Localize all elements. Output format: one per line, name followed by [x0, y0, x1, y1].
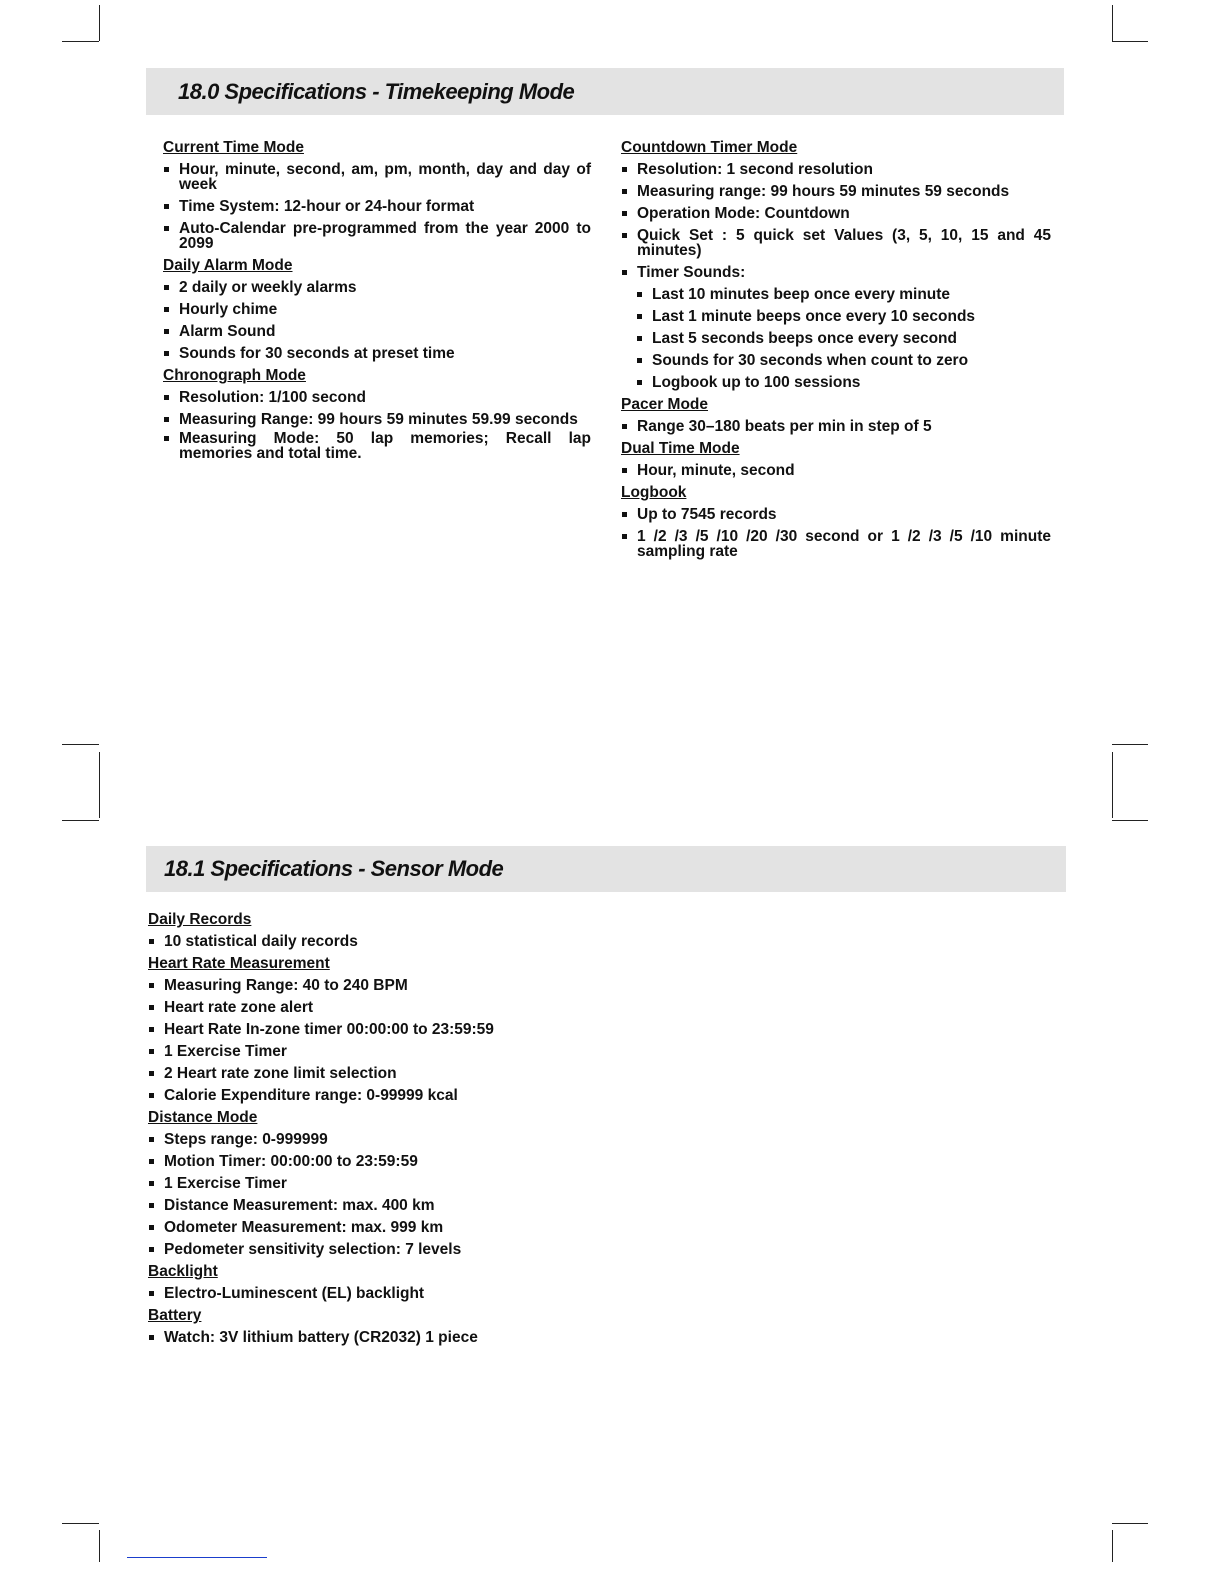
- bullet-icon: [164, 329, 169, 334]
- dual-time-list: [621, 460, 1051, 482]
- bullet-icon: [637, 314, 642, 319]
- section-title-text: 18.0 Specifications - Timekeeping Mode: [178, 78, 575, 104]
- bullet-icon: [149, 1137, 154, 1142]
- heading-current-time-mode: Current Time Mode: [163, 139, 304, 156]
- list-item: Heart Rate In-zone timer 00:00:00 to 23:59:59: [148, 1019, 748, 1041]
- section-title-text: 18.1 Specifications - Sensor Mode: [164, 856, 504, 881]
- sub-list-item: Last 1 minute beeps once every 10 seconds: [621, 306, 1051, 328]
- bullet-icon: [622, 189, 627, 194]
- bullet-icon: [637, 380, 642, 385]
- bullet-icon: [149, 1203, 154, 1208]
- logbook-list: [621, 504, 1051, 559]
- sub-list-item: Last 10 minutes beep once every minute: [621, 284, 1051, 306]
- list-item: Measuring Range: 99 hours 59 minutes 59.99 seconds: [163, 412, 591, 427]
- crop-mark: [62, 820, 99, 821]
- list-item: Measuring range: 99 hours 59 minutes 59 seconds: [621, 181, 1051, 203]
- list-item: 1 Exercise Timer: [148, 1041, 748, 1063]
- bullet-icon: [164, 351, 169, 356]
- heading-battery: Battery: [148, 1307, 202, 1324]
- list-item: Range 30–180 beats per min in step of 5: [621, 416, 1051, 438]
- heading-pacer-mode: Pacer Mode: [621, 396, 709, 413]
- timekeeping-left-column: [163, 137, 591, 465]
- crop-mark: [99, 5, 100, 41]
- bullet-icon: [164, 395, 169, 400]
- bullet-icon: [149, 1049, 154, 1054]
- bullet-icon: [637, 358, 642, 363]
- bullet-icon: [164, 436, 169, 441]
- list-item: Hour, minute, second, am, pm, month, day and day of week: [163, 162, 591, 192]
- countdown-list: [621, 159, 1051, 394]
- heart-rate-list: [148, 975, 748, 1107]
- list-item: 1 /2 /3 /5 /10 /20 /30 second or 1 /2 /3 /5 /10 minute sampling rate: [621, 529, 1051, 559]
- bullet-icon: [164, 307, 169, 312]
- bullet-icon: [622, 468, 627, 473]
- bullet-icon: [164, 226, 169, 231]
- bullet-icon: [149, 1181, 154, 1186]
- heading-heart-rate-measurement: Heart Rate Measurement: [148, 955, 330, 972]
- bullet-icon: [622, 211, 627, 216]
- section-title-timekeeping: [146, 68, 1064, 115]
- list-item: Heart rate zone alert: [148, 997, 748, 1019]
- sensor-column: [148, 909, 748, 1349]
- heading-daily-records: Daily Records: [148, 911, 252, 928]
- list-item: 2 Heart rate zone limit selection: [148, 1063, 748, 1085]
- crop-mark: [62, 744, 99, 745]
- bullet-icon: [622, 270, 627, 275]
- bullet-icon: [637, 336, 642, 341]
- bullet-icon: [149, 1247, 154, 1252]
- list-item: Time System: 12-hour or 24-hour format: [163, 196, 591, 218]
- heading-backlight: Backlight: [148, 1263, 218, 1280]
- heading-countdown-timer-mode: Countdown Timer Mode: [621, 139, 798, 156]
- backlight-list: [148, 1283, 748, 1305]
- current-time-list: [163, 162, 591, 251]
- bullet-icon: [164, 167, 169, 172]
- crop-mark: [1112, 5, 1113, 41]
- bullet-icon: [622, 424, 627, 429]
- bullet-icon: [149, 1291, 154, 1296]
- bullet-icon: [149, 1027, 154, 1032]
- bullet-icon: [164, 204, 169, 209]
- crop-mark: [99, 752, 100, 818]
- footer-link-underline: [127, 1557, 267, 1558]
- bullet-icon: [149, 1093, 154, 1098]
- heading-chronograph-mode: Chronograph Mode: [163, 367, 306, 384]
- list-item: Watch: 3V lithium battery (CR2032) 1 piece: [148, 1327, 748, 1349]
- distance-list: [148, 1129, 748, 1261]
- list-item: 1 Exercise Timer: [148, 1173, 748, 1195]
- list-item: 2 daily or weekly alarms: [163, 277, 591, 299]
- list-item: Pedometer sensitivity selection: 7 levels: [148, 1239, 748, 1261]
- bullet-icon: [622, 512, 627, 517]
- crop-mark: [1112, 744, 1148, 745]
- crop-mark: [1112, 41, 1148, 42]
- crop-mark: [62, 41, 99, 42]
- bullet-icon: [149, 1159, 154, 1164]
- bullet-icon: [149, 939, 154, 944]
- battery-list: [148, 1327, 748, 1349]
- list-item: Quick Set : 5 quick set Values (3, 5, 10, 15 and 45 minutes): [621, 228, 1051, 258]
- list-item: Steps range: 0-999999: [148, 1129, 748, 1151]
- pacer-list: [621, 416, 1051, 438]
- daily-alarm-list: [163, 277, 591, 365]
- list-item: Timer Sounds:: [621, 262, 1051, 284]
- bullet-icon: [622, 233, 627, 238]
- sub-list-item: Last 5 seconds beeps once every second: [621, 328, 1051, 350]
- list-item: 10 statistical daily records: [148, 931, 748, 953]
- list-item: Resolution: 1/100 second: [163, 387, 591, 409]
- crop-mark: [1112, 752, 1113, 818]
- list-item: Measuring Mode: 50 lap memories; Recall lap memories and total time.: [163, 431, 591, 461]
- list-item: Auto-Calendar pre-programmed from the year 2000 to 2099: [163, 221, 591, 251]
- crop-mark: [62, 1523, 99, 1524]
- bullet-icon: [149, 1071, 154, 1076]
- sub-list-item: Sounds for 30 seconds when count to zero: [621, 350, 1051, 372]
- bullet-icon: [149, 983, 154, 988]
- list-item: Motion Timer: 00:00:00 to 23:59:59: [148, 1151, 748, 1173]
- list-item: Operation Mode: Countdown: [621, 203, 1051, 225]
- list-item: Resolution: 1 second resolution: [621, 159, 1051, 181]
- list-item: Distance Measurement: max. 400 km: [148, 1195, 748, 1217]
- bullet-icon: [622, 167, 627, 172]
- bullet-icon: [622, 534, 627, 539]
- crop-mark: [99, 1530, 100, 1562]
- list-item: Electro-Luminescent (EL) backlight: [148, 1283, 748, 1305]
- timekeeping-right-column: [621, 137, 1051, 563]
- list-item: Measuring Range: 40 to 240 BPM: [148, 975, 748, 997]
- list-item: Odometer Measurement: max. 999 km: [148, 1217, 748, 1239]
- section-title-sensor: [146, 846, 1066, 892]
- heading-distance-mode: Distance Mode: [148, 1109, 258, 1126]
- list-item: Calorie Expenditure range: 0-99999 kcal: [148, 1085, 748, 1107]
- heading-daily-alarm-mode: Daily Alarm Mode: [163, 257, 293, 274]
- chronograph-list: [163, 387, 591, 461]
- daily-records-list: [148, 931, 748, 953]
- crop-mark: [1112, 1523, 1148, 1524]
- sub-list-item: Logbook up to 100 sessions: [621, 372, 1051, 394]
- list-item: Sounds for 30 seconds at preset time: [163, 343, 591, 365]
- heading-logbook: Logbook: [621, 484, 687, 501]
- list-item: Up to 7545 records: [621, 504, 1051, 526]
- bullet-icon: [164, 417, 169, 422]
- bullet-icon: [164, 285, 169, 290]
- list-item: Hour, minute, second: [621, 460, 1051, 482]
- crop-mark: [1112, 1530, 1113, 1562]
- bullet-icon: [149, 1335, 154, 1340]
- list-item: Hourly chime: [163, 299, 591, 321]
- heading-dual-time-mode: Dual Time Mode: [621, 440, 740, 457]
- bullet-icon: [149, 1225, 154, 1230]
- bullet-icon: [637, 292, 642, 297]
- bullet-icon: [149, 1005, 154, 1010]
- list-item: Alarm Sound: [163, 321, 591, 343]
- crop-mark: [1112, 820, 1148, 821]
